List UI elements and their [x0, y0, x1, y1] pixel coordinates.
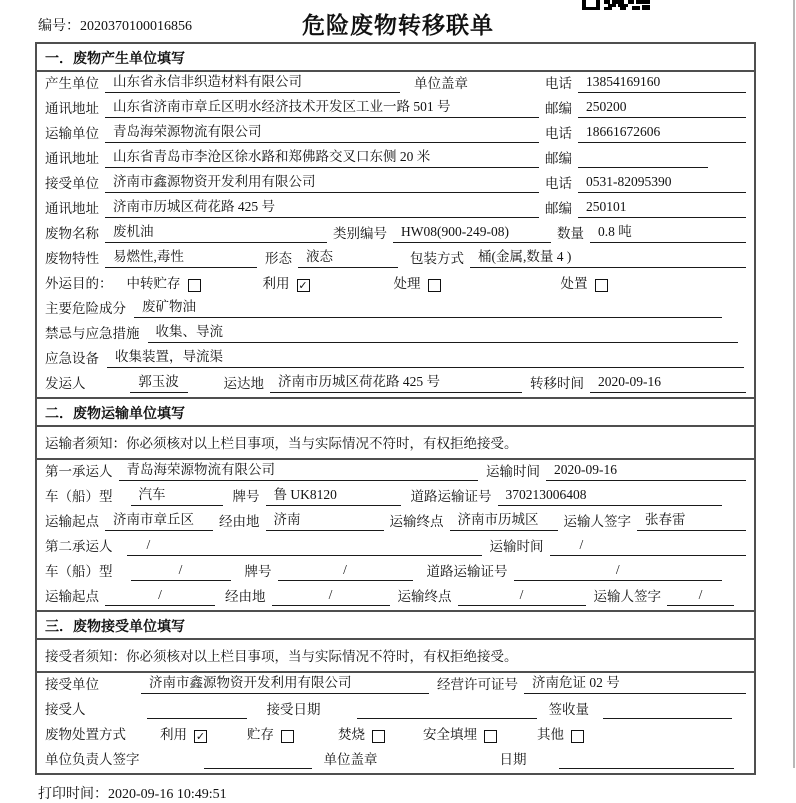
route1-start-label: 运输起点: [45, 514, 99, 530]
section-producer: [37, 44, 754, 397]
transfer-date-label: 转移时间: [530, 376, 584, 392]
document-header: [0, 0, 796, 42]
doc-number-label: 编号：: [38, 19, 80, 34]
waste-name-label: 废物名称: [45, 226, 99, 242]
producer-address-label: 通讯地址: [45, 101, 99, 117]
disposal-landfill-label: 安全填埋: [423, 727, 477, 743]
carrier1-time-value: 2020-09-16: [546, 462, 746, 481]
waste-name-value: 废机油: [105, 224, 327, 243]
row-carrier2: [37, 535, 754, 560]
row-responsible-sign: [37, 748, 754, 773]
disposal-landfill-checkbox: [484, 730, 497, 743]
row-producer-unit: [37, 72, 754, 97]
receiver-zip-value: 250101: [578, 199, 746, 218]
receiver-unit-label: 接受单位: [45, 176, 99, 192]
carrier1-label: 第一承运人: [45, 464, 113, 480]
carrier2-time-value: /: [550, 537, 747, 556]
row-acceptor: [37, 698, 754, 723]
packaging-label: 包装方式: [410, 251, 464, 267]
accept-unit-value: 济南市鑫源物资开发利用有限公司: [141, 675, 429, 694]
disposal-incinerate-label: 焚烧: [338, 727, 365, 743]
carrier2-time-label: 运输时间: [489, 539, 544, 555]
route1-sign-label: 运输人签字: [563, 514, 631, 530]
option-transfer-storage: [127, 276, 201, 293]
shipper-value: 郭玉波: [130, 374, 188, 393]
dispose-label: 处置: [560, 276, 588, 292]
row-producer-address: [37, 97, 754, 122]
transporter-notice-text: 运输者须知：你必须核对以上栏目事项，当与实际情况不符时，有权拒绝接受。: [45, 436, 518, 451]
print-time-label: 打印时间：: [38, 787, 108, 802]
route2-start-value: /: [105, 587, 215, 606]
route2-via-label: 经由地: [225, 589, 266, 605]
doc-number-value: 2020370100016856: [80, 19, 192, 34]
route1-end-value: 济南市历城区: [450, 512, 558, 531]
option-utilize: [263, 276, 310, 293]
producer-unit-label: 产生单位: [45, 76, 99, 92]
shipper-label: 发运人: [45, 376, 86, 392]
transfer-storage-checkbox: [188, 279, 201, 292]
hazard-component-value: 废矿物油: [134, 299, 722, 318]
transfer-date-value: 2020-09-16: [590, 374, 746, 393]
transport-address-value: 山东省青岛市李沧区徐水路和郑佛路交叉口东侧 20 米: [105, 149, 539, 168]
accept-date-label: 接受日期: [266, 702, 321, 718]
row-emergency-equipment: [37, 347, 754, 372]
route1-start-value: 济南市章丘区: [105, 512, 213, 531]
hazard-component-label: 主要危险成分: [45, 301, 126, 317]
option-disposal-storage: [247, 727, 294, 744]
waste-category-label: 类别编号: [333, 226, 387, 242]
receiver-phone-value: 0531-82095390: [578, 174, 746, 193]
emergency-measures-value: 收集、导流: [148, 324, 739, 343]
waste-quantity-label: 数量: [557, 226, 584, 242]
transport-unit-value: 青岛海荣源物流有限公司: [105, 124, 539, 143]
transport-unit-label: 运输单位: [45, 126, 99, 142]
disposal-method-label: 废物处置方式: [45, 727, 126, 743]
waste-character-label: 废物特性: [45, 251, 99, 267]
treat-checkbox: [428, 279, 441, 292]
row-route2: [37, 585, 754, 610]
transport-zip-label: 邮编: [545, 151, 572, 167]
emergency-equipment-value: 收集装置，导流渠: [107, 349, 744, 368]
disposal-other-label: 其他: [537, 727, 564, 743]
row-vehicle1: [37, 485, 754, 510]
waste-form-label: 形态: [265, 251, 292, 267]
carrier2-label: 第二承运人: [45, 539, 113, 555]
section-transporter: [37, 397, 754, 610]
transport-phone-label: 电话: [545, 126, 572, 142]
producer-phone-value: 13854169160: [578, 74, 746, 93]
option-disposal-other: [537, 727, 584, 744]
treat-label: 处理: [393, 276, 421, 292]
receiver-date-value: [559, 767, 735, 769]
acceptor-label: 接受人: [45, 702, 86, 718]
row-receiver-address: [37, 197, 754, 222]
signed-amount-value: [603, 717, 732, 719]
section-receiver: [37, 610, 754, 773]
doc-number: [38, 15, 192, 35]
disposal-incinerate-checkbox: [372, 730, 385, 743]
page-edge-divider: [793, 0, 795, 768]
row-disposal-method: [37, 723, 754, 748]
waste-character-value: 易燃性,毒性: [105, 249, 257, 268]
page-title: 危险废物转移联单: [302, 12, 494, 38]
unit-seal-label: 单位盖章: [414, 76, 468, 92]
row-transfer-purpose: [37, 272, 754, 297]
vehicle1-plate-label: 牌号: [232, 489, 260, 505]
route2-end-value: /: [458, 587, 586, 606]
option-disposal-incinerate: [338, 727, 385, 744]
row-transport-address: [37, 147, 754, 172]
vehicle2-plate-label: 牌号: [244, 564, 272, 580]
row-receiver-unit: [37, 172, 754, 197]
responsible-sign-value: [204, 767, 312, 769]
option-disposal-utilize: [160, 727, 207, 744]
vehicle2-type-label: 车（船）型: [45, 564, 113, 580]
print-time-value: 2020-09-16 10:49:51: [108, 787, 227, 802]
acceptor-value: [147, 717, 247, 719]
section-transporter-header: 二．废物运输单位填写: [37, 399, 754, 427]
packaging-value: 桶(金属,数量 4 ): [470, 249, 746, 268]
vehicle1-license-label: 道路运输证号: [410, 489, 492, 505]
vehicle1-type-value: 汽车: [131, 487, 223, 506]
carrier1-value: 青岛海荣源物流有限公司: [119, 462, 479, 481]
producer-phone-label: 电话: [545, 76, 572, 92]
disposal-utilize-checkbox: ✓: [195, 730, 206, 743]
emergency-measures-label: 禁忌与应急措施: [45, 326, 140, 342]
receiver-notice-text: 接受者须知：你必须核对以上栏目事项，当与实际情况不符时，有权拒绝接受。: [45, 649, 518, 664]
producer-zip-label: 邮编: [545, 101, 572, 117]
vehicle1-plate-value: 鲁 UK8120: [266, 487, 401, 506]
print-time: [38, 783, 796, 803]
route2-sign-value: /: [667, 587, 734, 606]
row-waste-name: [37, 222, 754, 247]
row-emergency-measures: [37, 322, 754, 347]
vehicle1-type-label: 车（船）型: [45, 489, 113, 505]
vehicle1-license-value: 370213006408: [498, 487, 723, 506]
route2-via-value: /: [272, 587, 390, 606]
option-treat: [394, 276, 441, 293]
producer-unit-value: 山东省永信非织造材料有限公司: [105, 74, 400, 93]
row-hazard-component: [37, 297, 754, 322]
manifest-table: [35, 42, 756, 775]
disposal-other-checkbox: [571, 730, 584, 743]
route1-sign-value: 张春雷: [637, 512, 746, 531]
receiver-seal-label: 单位盖章: [323, 752, 378, 768]
carrier1-time-label: 运输时间: [486, 464, 540, 480]
destination-label: 运达地: [223, 376, 264, 392]
option-disposal-landfill: [423, 727, 497, 744]
row-transport-unit: [37, 122, 754, 147]
producer-zip-value: 250200: [578, 99, 746, 118]
receiver-unit-value: 济南市鑫源物资开发利用有限公司: [105, 174, 539, 193]
waste-quantity-value: 0.8 吨: [590, 224, 746, 243]
accept-unit-label: 接受单位: [45, 677, 99, 693]
transport-address-label: 通讯地址: [45, 151, 99, 167]
disposal-storage-label: 贮存: [247, 727, 274, 743]
dispose-checkbox: [595, 279, 608, 292]
route1-via-label: 经由地: [219, 514, 260, 530]
transfer-storage-label: 中转贮存: [126, 276, 181, 292]
qr-code-partial-icon: [582, 0, 650, 10]
disposal-utilize-label: 利用: [160, 727, 187, 743]
row-carrier1: [37, 460, 754, 485]
transport-phone-value: 18661672606: [578, 124, 746, 143]
responsible-sign-label: 单位负责人签字: [45, 752, 140, 768]
route2-sign-label: 运输人签字: [593, 589, 661, 605]
option-dispose: [561, 276, 608, 293]
vehicle2-license-label: 道路运输证号: [426, 564, 508, 580]
route2-start-label: 运输起点: [45, 589, 99, 605]
destination-value: 济南市历城区荷花路 425 号: [270, 374, 522, 393]
receiver-address-value: 济南市历城区荷花路 425 号: [105, 199, 539, 218]
row-vehicle2: [37, 560, 754, 585]
emergency-equipment-label: 应急设备: [45, 351, 99, 367]
utilize-label: 利用: [262, 276, 290, 292]
vehicle2-plate-value: /: [278, 562, 413, 581]
waste-form-value: 液态: [298, 249, 398, 268]
route1-via-value: 济南: [266, 512, 384, 531]
row-waste-character: [37, 247, 754, 272]
transporter-notice: [37, 427, 754, 460]
accept-date-value: [357, 717, 537, 719]
receiver-notice: [37, 640, 754, 673]
section-receiver-header: 三．废物接受单位填写: [37, 612, 754, 640]
waste-category-value: HW08(900-249-08): [393, 224, 551, 243]
producer-address-value: 山东省济南市章丘区明水经济技术开发区工业一路 501 号: [105, 99, 539, 118]
transport-zip-value: [578, 166, 708, 168]
signed-amount-label: 签收量: [548, 702, 589, 718]
permit-value: 济南危证 02 号: [524, 675, 746, 694]
receiver-phone-label: 电话: [545, 176, 572, 192]
route1-end-label: 运输终点: [389, 514, 444, 530]
row-accept-unit: [37, 673, 754, 698]
receiver-date-label: 日期: [499, 752, 527, 768]
vehicle2-license-value: /: [514, 562, 723, 581]
transfer-purpose-label: 外运目的：: [45, 276, 113, 292]
permit-label: 经营许可证号: [437, 677, 518, 693]
row-shipping: [37, 372, 754, 397]
row-route1: [37, 510, 754, 535]
carrier2-value: /: [127, 537, 482, 556]
disposal-storage-checkbox: [281, 730, 294, 743]
receiver-address-label: 通讯地址: [45, 201, 99, 217]
section-producer-header: 一．废物产生单位填写: [37, 44, 754, 72]
utilize-checkbox: ✓: [298, 279, 308, 292]
route2-end-label: 运输终点: [397, 589, 452, 605]
vehicle2-type-value: /: [131, 562, 231, 581]
receiver-zip-label: 邮编: [545, 201, 572, 217]
